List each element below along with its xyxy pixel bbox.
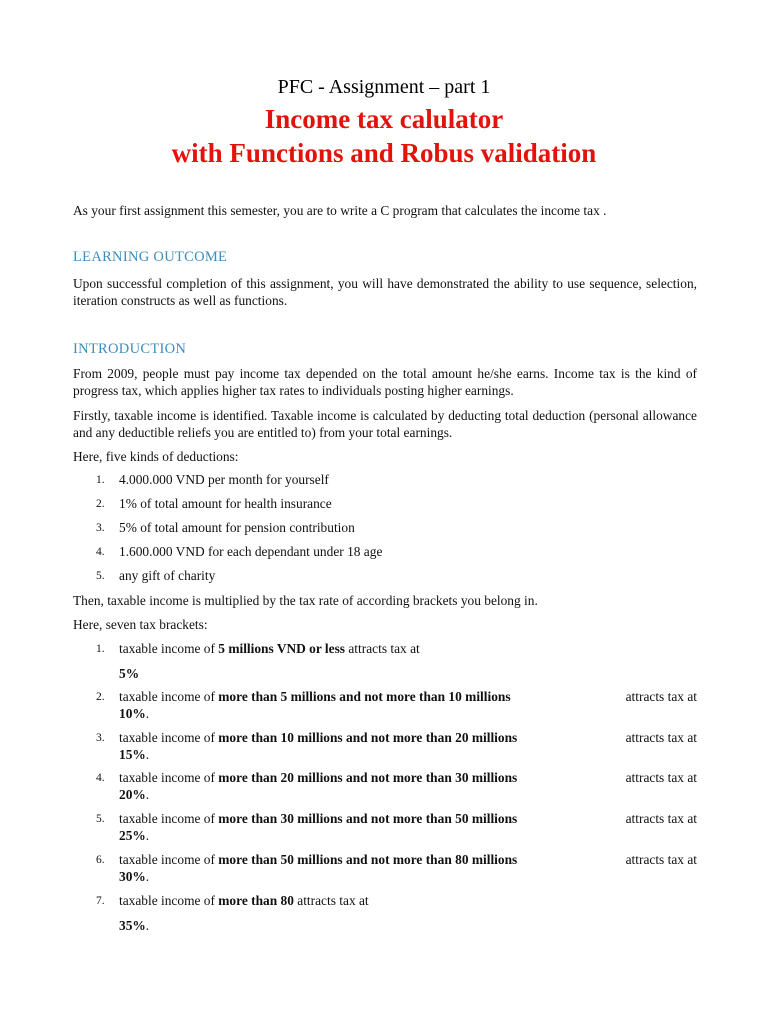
rate-value: 10% [119, 706, 146, 721]
bracket-range: more than 80 [218, 893, 294, 908]
list-number: 3. [96, 522, 105, 534]
bracket-rate [119, 665, 139, 682]
bracket-post: attracts tax at [625, 730, 697, 745]
rate-value: 15% [119, 747, 146, 762]
rate-suffix: . [145, 918, 150, 933]
introduction-paragraph-3: Then, taxable income is multiplied by the tax rate of according brackets you belong in. [73, 593, 538, 608]
bracket-post: attracts tax at [293, 893, 369, 908]
bracket-text [119, 640, 697, 657]
bracket-pre: taxable income of [119, 852, 219, 867]
bracket-range: more than 20 millions and not more than 30 millions [218, 770, 518, 785]
deduction-text: 5% of total amount for pension contribution [119, 520, 355, 535]
bracket-range: more than 5 millions and not more than 10 millions [218, 689, 511, 704]
document-subtitle: PFC - Assignment – part 1 [277, 76, 491, 98]
bracket-post: attracts tax at [345, 641, 420, 656]
bracket-text [119, 769, 697, 786]
bracket-pre: taxable income of [119, 730, 219, 745]
introduction-paragraph-2: Firstly, taxable income is identified. Taxable income is calculated by deducting total deduction (personal allowance and any deductible reliefs you are entitled to) from your total earnings. [73, 408, 697, 440]
bracket-pre: taxable income of [119, 641, 219, 656]
deduction-text: 1% of total amount for health insurance [119, 496, 332, 511]
introduction-heading: INTRODUCTION [73, 341, 187, 357]
bracket-rate [119, 827, 149, 844]
deduction-text: 4.000.000 VND per month for yourself [119, 472, 329, 487]
rate-value: 30% [119, 869, 146, 884]
list-number: 1. [96, 474, 105, 486]
deduction-text: 1.600.000 VND for each dependant under 18 age [119, 544, 383, 559]
rate-suffix: . [145, 747, 150, 762]
bracket-text [119, 688, 697, 705]
list-number: 6. [96, 854, 105, 866]
document-title-line-1: Income tax calulator [264, 104, 504, 134]
bracket-rate [119, 746, 149, 763]
rate-value: 20% [119, 787, 146, 802]
bracket-range: more than 10 millions and not more than 20 millions [218, 730, 518, 745]
learning-outcome-heading: LEARNING OUTCOME [73, 249, 228, 265]
deduction-text: any gift of charity [119, 568, 216, 583]
brackets-lead: Here, seven tax brackets: [73, 617, 208, 632]
bracket-text [119, 892, 697, 909]
rate-suffix: . [145, 787, 150, 802]
list-number: 5. [96, 570, 105, 582]
bracket-rate [119, 786, 149, 803]
bracket-rate [119, 868, 149, 885]
bracket-pre: taxable income of [119, 770, 219, 785]
bracket-pre: taxable income of [119, 811, 219, 826]
rate-suffix: . [145, 869, 150, 884]
list-number: 2. [96, 498, 105, 510]
bracket-range: more than 50 millions and not more than 80 millions [218, 852, 518, 867]
list-number: 4. [96, 546, 105, 558]
bracket-post: attracts tax at [625, 770, 697, 785]
list-number: 7. [96, 895, 105, 907]
list-number: 3. [96, 732, 105, 744]
bracket-pre: taxable income of [119, 893, 219, 908]
bracket-range: 5 millions VND or less [218, 641, 346, 656]
bracket-pre: taxable income of [119, 689, 219, 704]
list-number: 2. [96, 691, 105, 703]
bracket-rate [119, 917, 149, 934]
bracket-text [119, 851, 697, 868]
deductions-lead: Here, five kinds of deductions: [73, 449, 239, 464]
bracket-text [119, 729, 697, 746]
list-number: 4. [96, 772, 105, 784]
rate-suffix: . [145, 706, 150, 721]
rate-value: 25% [119, 828, 146, 843]
intro-sentence: As your first assignment this semester, you are to write a C program that calculates the income tax . [73, 203, 607, 218]
list-number: 5. [96, 813, 105, 825]
rate-suffix: . [145, 828, 150, 843]
bracket-post: attracts tax at [625, 852, 697, 867]
list-number: 1. [96, 643, 105, 655]
bracket-range: more than 30 millions and not more than 50 millions [218, 811, 518, 826]
rate-value: 35% [119, 918, 146, 933]
bracket-post: attracts tax at [625, 689, 697, 704]
document-title-line-2: with Functions and Robus validation [171, 138, 597, 168]
learning-outcome-text: Upon successful completion of this assignment, you will have demonstrated the ability to use sequence, selection, iteration constructs as well as functions. [73, 276, 697, 308]
bracket-text [119, 810, 697, 827]
bracket-rate [119, 705, 149, 722]
rate-value: 5% [119, 666, 140, 681]
introduction-paragraph-1: From 2009, people must pay income tax depended on the total amount he/she earns. Income tax is the kind of progress tax, which applies higher tax rates to individuals posting higher earnings. [73, 366, 697, 398]
bracket-post: attracts tax at [625, 811, 697, 826]
